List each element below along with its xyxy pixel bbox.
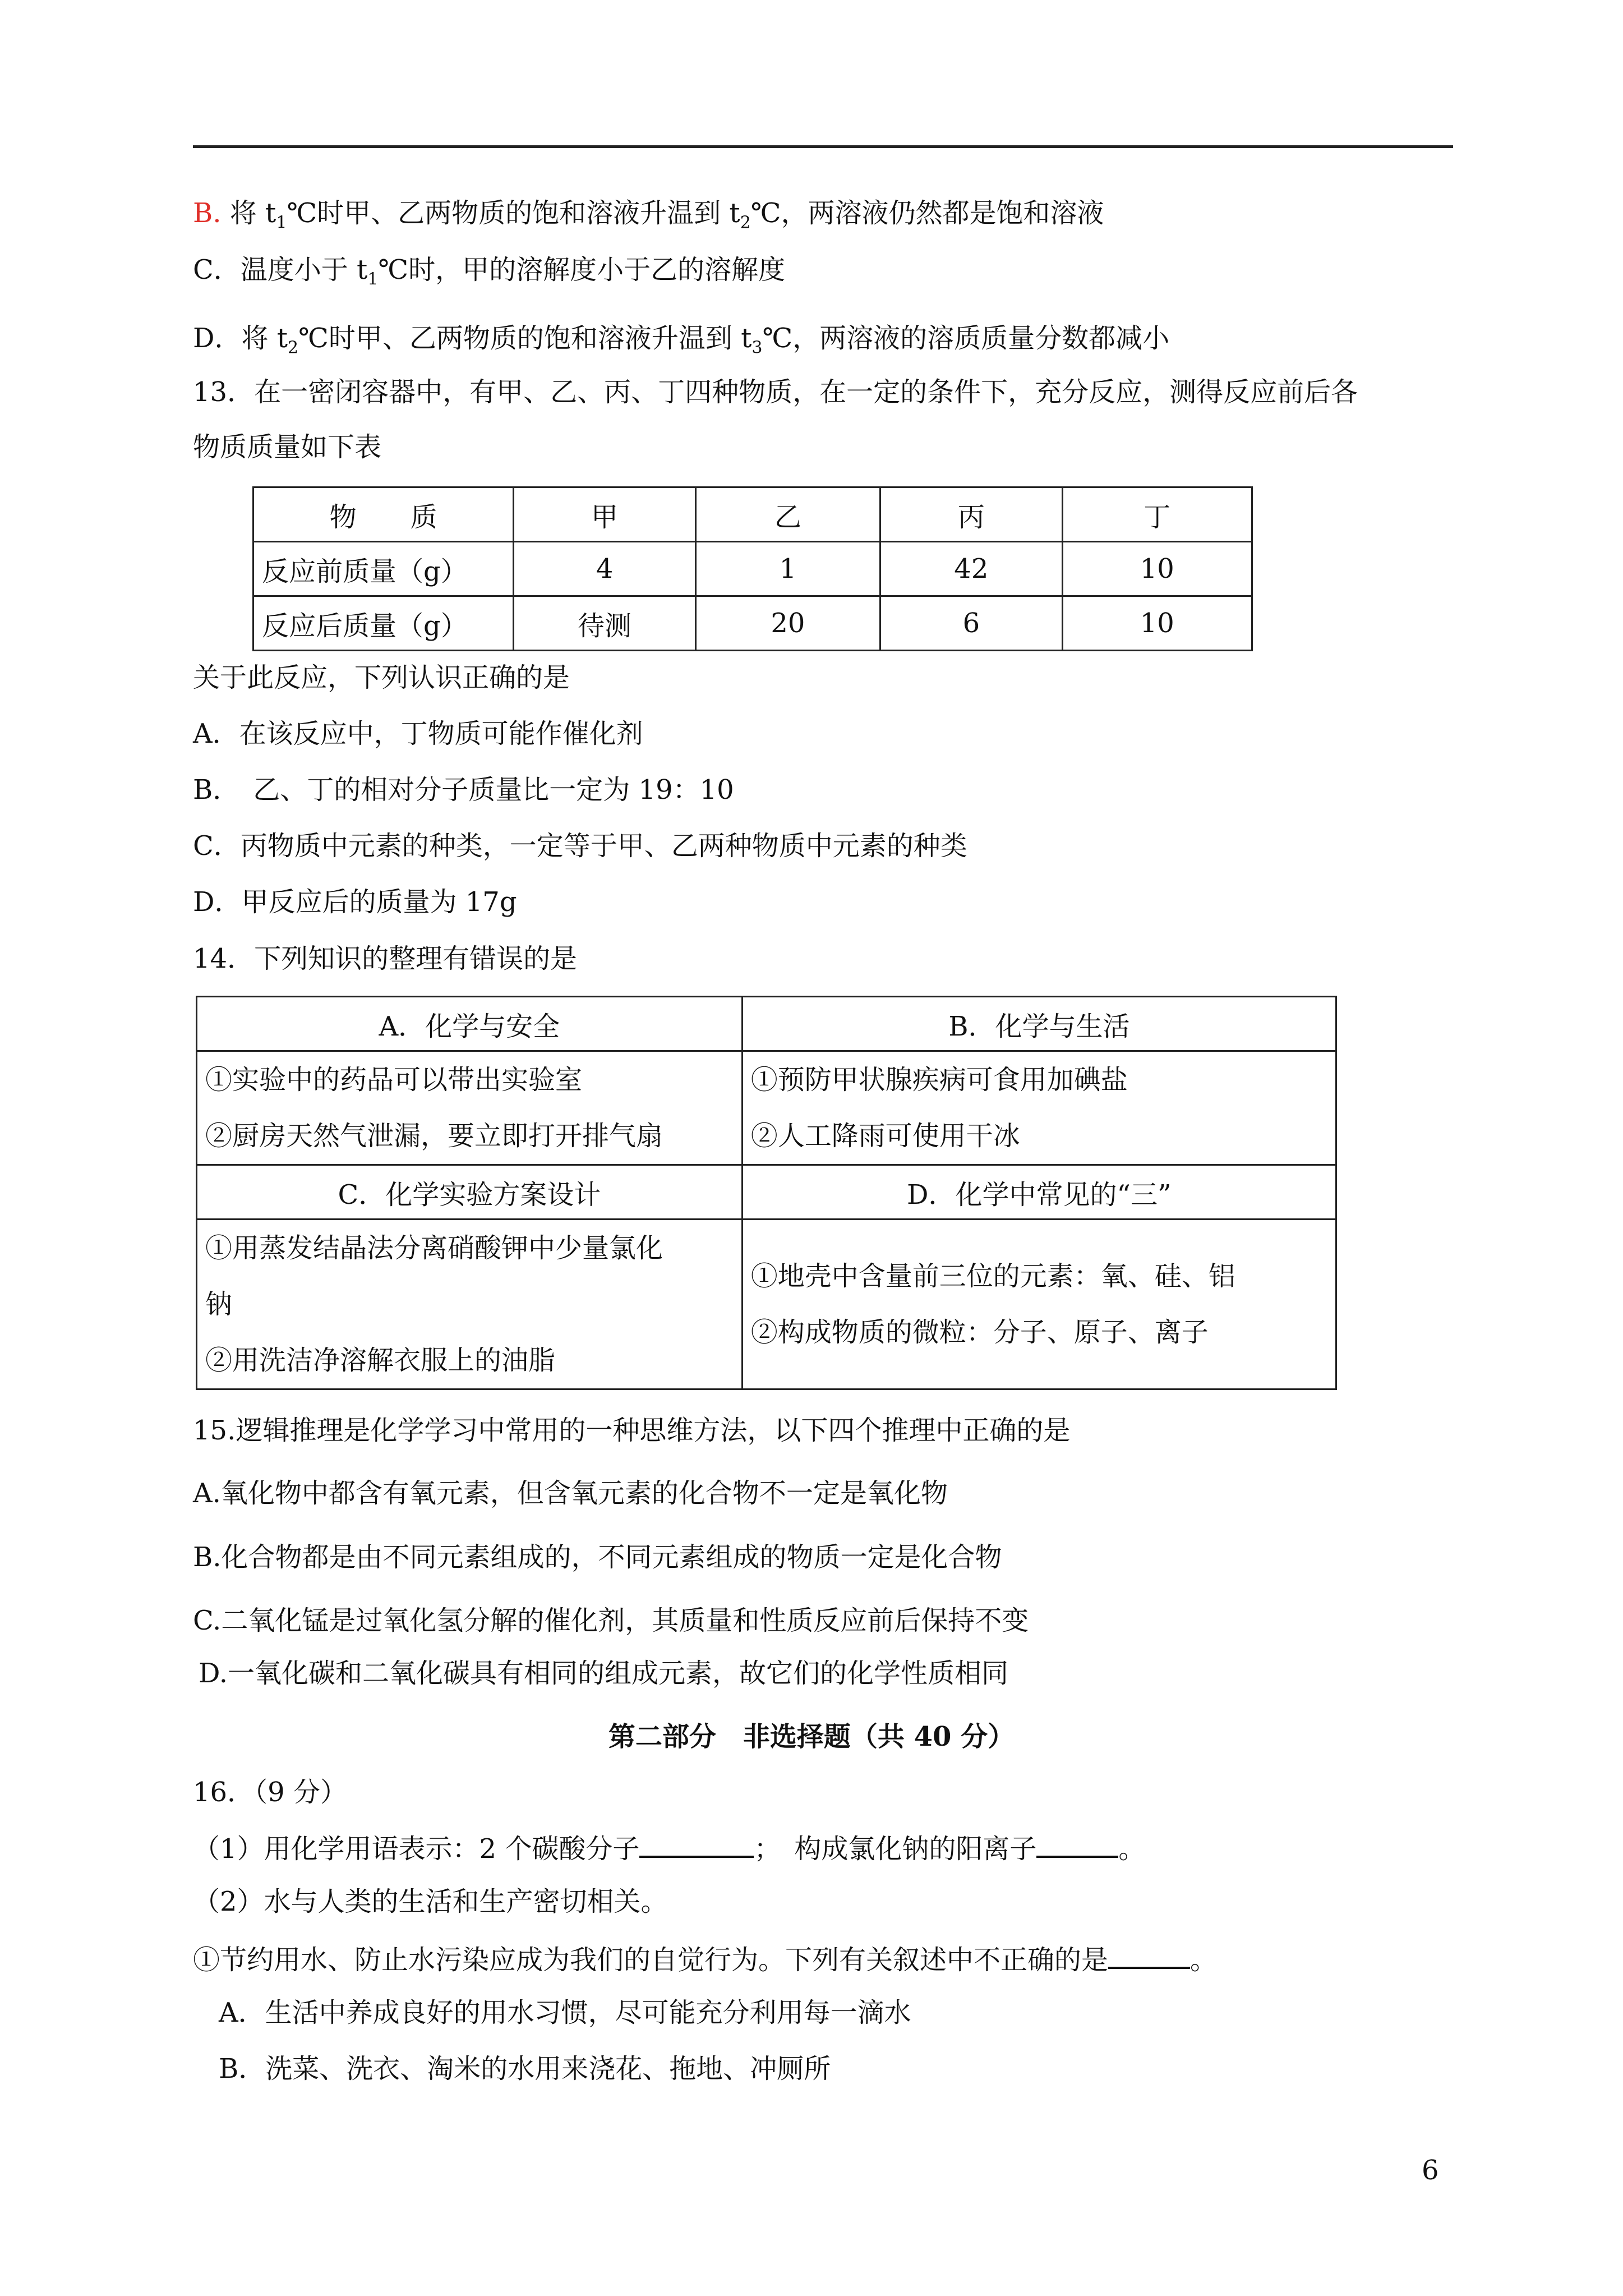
table-row: [253, 596, 1252, 651]
q13-stem-line1: 13．在一密闭容器中，有甲、乙、丙、丁四种物质，在一定的条件下，充分反应，测得反应前后各: [193, 376, 1358, 408]
table-row: [197, 1051, 1336, 1165]
q14-knowledge-table: [196, 996, 1337, 1390]
q15-stem: 15.逻辑推理是化学学习中常用的一种思维方法，以下四个推理中正确的是: [193, 1415, 1071, 1446]
table-cell: 乙: [695, 487, 880, 542]
section-title: 第二部分 非选择题（共 40 分）: [608, 1721, 1015, 1752]
q12-option-c: C．温度小于 $t_1℃$时，甲的溶解度小于乙的溶解度: [193, 254, 786, 289]
table-cell: 10: [1062, 596, 1252, 651]
table-cell: [197, 1051, 743, 1165]
q16-part1: （1）用化学用语表示：2 个碳酸分子 ； 构成氯化钠的阳离子 。: [193, 1831, 1145, 1865]
table-cell: 物 质: [253, 487, 514, 542]
list-item: ②厨房天然气泄漏，要立即打开排气扇: [205, 1120, 663, 1152]
table-cell: [742, 1051, 1336, 1165]
list-item: ②人工降雨可使用干冰: [750, 1120, 1020, 1152]
q13-mass-table: [252, 486, 1253, 651]
q16-part2-item1: ①节约用水、防止水污染应成为我们的自觉行为。下列有关叙述中不正确的是 。: [193, 1942, 1217, 1976]
table-cell: 42: [880, 542, 1062, 596]
q16-option-a: A．生活中养成良好的用水习惯，尽可能充分利用每一滴水: [219, 1997, 911, 2028]
table-cell: A．化学与安全: [197, 997, 743, 1051]
page-number: 6: [1422, 2155, 1439, 2186]
list-item: ①实验中的药品可以带出实验室: [205, 1064, 583, 1096]
list-item: ②用洗洁净溶解衣服上的油脂: [205, 1345, 556, 1376]
table-cell: 1: [695, 542, 880, 596]
table-row: [197, 1165, 1336, 1220]
table-cell: 待测: [514, 596, 695, 651]
q15-option-d: D.一氧化碳和二氧化碳具有相同的组成元素，故它们的化学性质相同: [199, 1658, 1009, 1689]
table-cell: B．化学与生活: [742, 997, 1336, 1051]
table-cell: 4: [514, 542, 695, 596]
q13-option-b: B． 乙、丁的相对分子质量比一定为 19：10: [193, 774, 734, 806]
q15-option-a: A.氧化物中都含有氧元素，但含氧元素的化合物不一定是氧化物: [193, 1478, 948, 1509]
answer-blank[interactable]: [1108, 1942, 1190, 1969]
table-header-row: [253, 487, 1252, 542]
header-rule: [193, 145, 1453, 148]
answer-blank[interactable]: [1036, 1831, 1118, 1858]
q12-option-d: D．将 $t_2℃$时甲、乙两物质的饱和溶液升温到 $t_3℃$，两溶液的溶质质量分数都减小: [193, 323, 1170, 358]
list-item: ②构成物质的微粒：分子、原子、离子: [750, 1317, 1209, 1348]
table-cell: C．化学实验方案设计: [197, 1165, 743, 1220]
table-cell: [742, 1220, 1336, 1389]
table-cell: D．化学中常见的“三”: [742, 1165, 1336, 1220]
list-item: ①用蒸发结晶法分离硝酸钾中少量氯化: [205, 1232, 663, 1264]
table-cell: 反应前质量（g）: [253, 542, 514, 596]
q13-option-c: C．丙物质中元素的种类，一定等于甲、乙两种物质中元素的种类: [193, 830, 967, 862]
list-item: 钠: [205, 1289, 233, 1320]
table-cell: 10: [1062, 542, 1252, 596]
table-cell: 反应后质量（g）: [253, 596, 514, 651]
list-item: ①地壳中含量前三位的元素：氧、硅、铝: [750, 1260, 1235, 1292]
q15-option-b: B.化合物都是由不同元素组成的，不同元素组成的物质一定是化合物: [193, 1542, 1002, 1573]
table-row: [197, 1220, 1336, 1389]
table-cell: 甲: [514, 487, 695, 542]
q15-option-c: C.二氧化锰是过氧化氢分解的催化剂，其质量和性质反应前后保持不变: [193, 1605, 1029, 1636]
q16-part2: （2）水与人类的生活和生产密切相关。: [193, 1886, 668, 1917]
q14-stem: 14．下列知识的整理有错误的是: [193, 943, 578, 974]
answer-blank[interactable]: [639, 1831, 754, 1858]
q13-question: 关于此反应，下列认识正确的是: [193, 662, 570, 693]
q16-option-b: B．洗菜、洗衣、淘米的水用来浇花、拖地、冲厕所: [219, 2053, 831, 2085]
table-row: [197, 997, 1336, 1051]
q16-head: 16．（9 分）: [193, 1777, 347, 1808]
table-cell: 丁: [1062, 487, 1252, 542]
table-row: [253, 542, 1252, 596]
list-item: ①预防甲状腺疾病可食用加碘盐: [750, 1064, 1128, 1096]
table-cell: 6: [880, 596, 1062, 651]
q13-option-d: D．甲反应后的质量为 17g: [193, 886, 517, 918]
q12-option-b: B. 将 $t_1℃$时甲、乙两物质的饱和溶液升温到 $t_2℃$，两溶液仍然都是饱和溶液: [193, 197, 1104, 233]
table-cell: [197, 1220, 743, 1389]
table-cell: 丙: [880, 487, 1062, 542]
table-cell: 20: [695, 596, 880, 651]
q13-option-a: A．在该反应中，丁物质可能作催化剂: [193, 718, 643, 749]
q13-stem-line2: 物质质量如下表: [193, 431, 382, 463]
